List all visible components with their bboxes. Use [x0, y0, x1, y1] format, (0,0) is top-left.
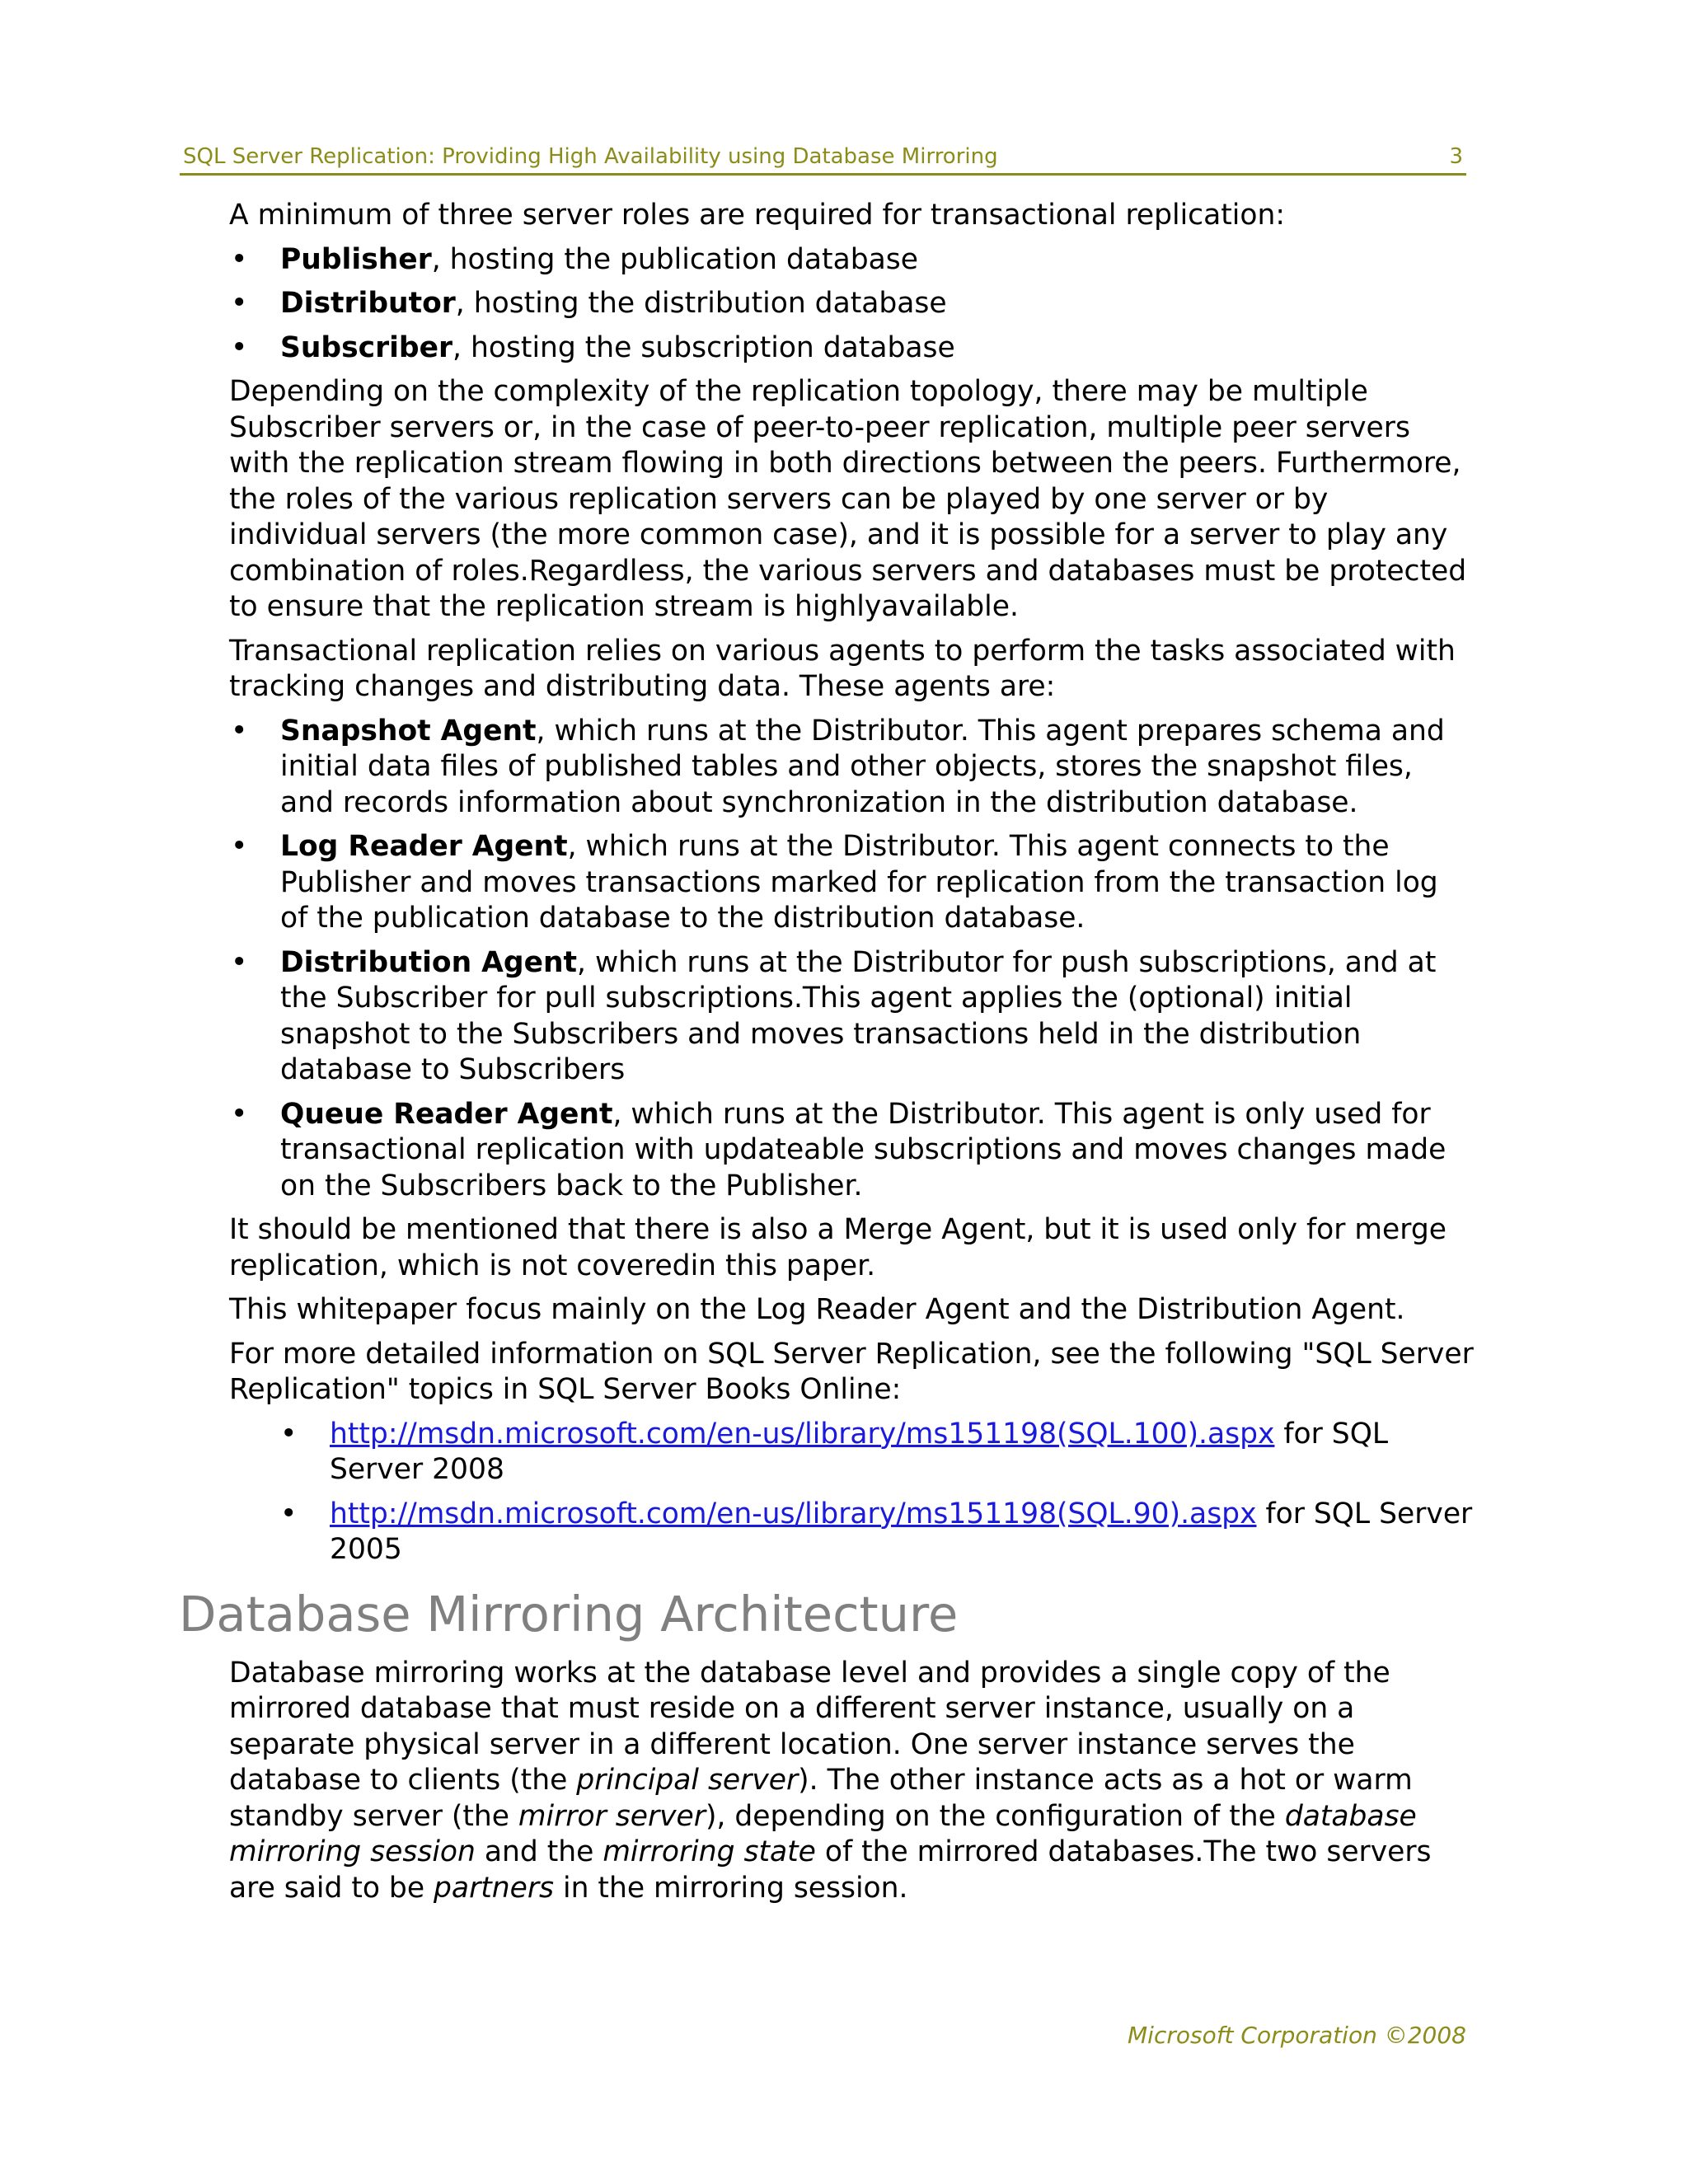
agent-desc: , which runs at the Distributor. This agent connects to the Publisher and moves transactions marked for replication from the transaction log of the publication database to the distribution database.: [280, 830, 1438, 935]
agent-desc: , which runs at the Distributor. This agent prepares schema and initial data files of published tables and other objects, stores the snapshot files, and records information about synchronization in the distribution database.: [280, 714, 1445, 819]
agent-term: Snapshot Agent: [280, 714, 537, 748]
page-footer: Microsoft Corporation ©2008: [1128, 2022, 1466, 2049]
agent-term: Log Reader Agent: [280, 830, 568, 863]
emphasis-mirroring-session: database mirroring session: [229, 1799, 1417, 1868]
links-list: [279, 1417, 1474, 1568]
topology-paragraph: Depending on the complexity of the replication topology, there may be multiple Subscriber servers or, in the case of peer-to-peer replication, multiple peer servers with the replication stream flowing in both directions between the peers. Furthermore, the roles of the various replication servers can be played by one server or by individual servers (the more common case), and it is possible for a server to play any combination of roles.Regardless, the various servers and databases must be protected to ensure that the replication stream is highlyavailable.: [229, 375, 1467, 623]
list-item: [279, 1497, 1474, 1568]
section-heading: Database Mirroring Architecture: [179, 1585, 959, 1643]
link-suffix: for SQL Server 2005: [330, 1497, 1473, 1566]
emphasis-mirroring-state: mirroring state: [603, 1835, 816, 1868]
books-online-link-2008[interactable]: http://msdn.microsoft.com/en-us/library/ms151198(SQL.100).aspx: [330, 1417, 1275, 1451]
text-run: in the mirroring session.: [554, 1871, 908, 1905]
text-run: and the: [475, 1835, 603, 1868]
bullet-glyph: •: [231, 242, 248, 276]
role-desc: , hosting the publication database: [431, 242, 918, 276]
agent-desc: , which runs at the Distributor for push subscriptions, and at the Subscriber for pull subscriptions.This agent applies the (optional) initial snapshot to the Subscribers and moves transactions held in the distribution database to Subscribers: [280, 945, 1437, 1086]
list-item: [229, 829, 1474, 937]
list-item: [279, 1417, 1474, 1488]
list-item: [229, 330, 1474, 367]
bullet-glyph: •: [231, 945, 248, 979]
role-term: Distributor: [280, 287, 456, 320]
merge-note: It should be mentioned that there is also a Merge Agent, but it is used only for merge replication, which is not coveredin this paper.: [229, 1213, 1447, 1282]
bullet-glyph: •: [280, 1417, 298, 1451]
document-body: [179, 198, 1474, 1915]
text-run: of the mirrored databases.The two servers are said to be: [229, 1835, 1432, 1905]
text-run: Database mirroring works at the database level and provides a single copy of the mirrored database that must reside on a different server instance, usually on a separate physical server in a different location. One server instance serves the database to clients (the: [229, 1656, 1390, 1797]
bullet-glyph: •: [231, 1097, 248, 1131]
list-item: [229, 945, 1474, 1089]
list-item: [229, 714, 1474, 822]
role-desc: , hosting the distribution database: [455, 287, 947, 320]
books-online-link-2005[interactable]: http://msdn.microsoft.com/en-us/library/ms151198(SQL.90).aspx: [330, 1497, 1257, 1530]
bullet-glyph: •: [280, 1497, 298, 1530]
bullet-glyph: •: [231, 830, 248, 863]
list-item: [229, 242, 1474, 279]
agent-desc: , which runs at the Distributor. This agent is only used for transactional replication with updateable subscriptions and moves changes made on the Subscribers back to the Publisher.: [280, 1097, 1447, 1202]
agents-intro: Transactional replication relies on various agents to perform the tasks associated with tracking changes and distributing data. These agents are:: [229, 634, 1456, 703]
list-item: [229, 286, 1474, 322]
header-title: SQL Server Replication: Providing High Availability using Database Mirroring: [183, 144, 998, 169]
link-suffix: for SQL Server 2008: [330, 1417, 1389, 1486]
text-run: ), depending on the configuration of the: [705, 1799, 1285, 1833]
role-term: Subscriber: [280, 330, 453, 364]
agents-list: [229, 714, 1474, 1205]
bullet-glyph: •: [231, 330, 248, 364]
roles-list: [229, 242, 1474, 367]
list-item: [229, 1097, 1474, 1205]
focus-note: This whitepaper focus mainly on the Log Reader Agent and the Distribution Agent.: [229, 1293, 1405, 1326]
emphasis-mirror-server: mirror server: [518, 1799, 706, 1833]
bullet-glyph: •: [231, 714, 248, 748]
roles-intro: A minimum of three server roles are required for transactional replication:: [229, 199, 1285, 232]
text-run: ). The other instance acts as a hot or warm standby server (the: [229, 1764, 1413, 1833]
page-number: 3: [1449, 144, 1463, 169]
agent-term: Queue Reader Agent: [280, 1097, 613, 1131]
emphasis-principal-server: principal server: [576, 1764, 799, 1797]
page-header: [180, 140, 1466, 176]
role-desc: , hosting the subscription database: [452, 330, 955, 364]
mirroring-paragraph: [229, 1656, 1474, 1907]
emphasis-partners: partners: [434, 1871, 555, 1905]
more-info: For more detailed information on SQL Server Replication, see the following "SQL Server Replication" topics in SQL Server Books Online:: [229, 1337, 1474, 1406]
agent-term: Distribution Agent: [280, 945, 578, 979]
bullet-glyph: •: [231, 287, 248, 320]
role-term: Publisher: [280, 242, 432, 276]
